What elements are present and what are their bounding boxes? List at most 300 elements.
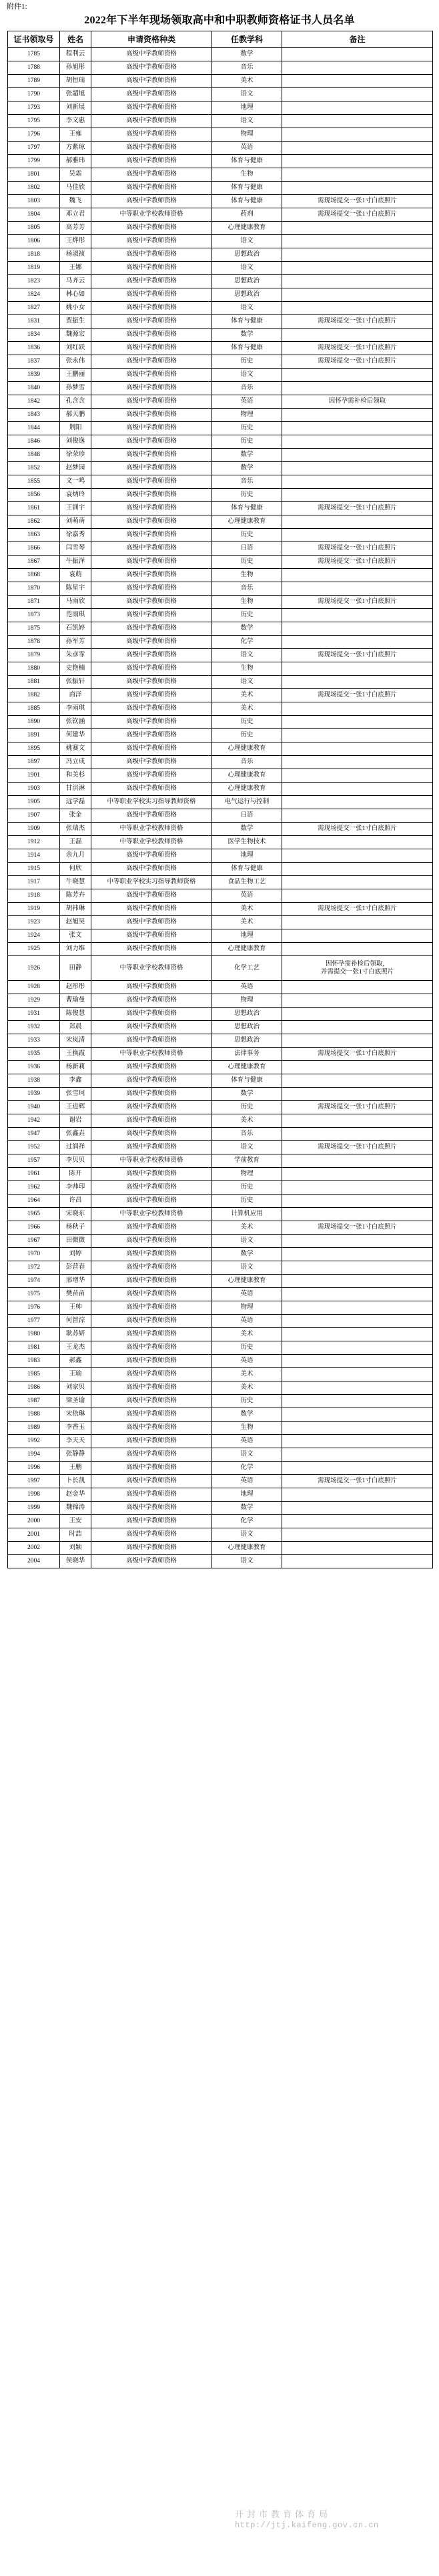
cell-name: 马雨欣 (60, 596, 91, 609)
cell-qualification: 高级中学教师资格 (91, 929, 212, 943)
cell-remark (282, 1328, 433, 1341)
cell-remark (282, 943, 433, 956)
cell-subject: 思想政治 (212, 248, 282, 262)
cell-subject: 体育与健康 (212, 315, 282, 329)
table-row (8, 48, 433, 61)
cell-certificate-no: 1803 (8, 195, 60, 208)
cell-name: 陈俊慧 (60, 1008, 91, 1021)
cell-remark (282, 1008, 433, 1021)
table-row (8, 556, 433, 569)
cell-subject: 美术 (212, 702, 282, 716)
cell-qualification: 高级中学教师资格 (91, 742, 212, 756)
cell-subject: 英语 (212, 395, 282, 409)
cell-certificate-no: 1890 (8, 716, 60, 729)
cell-subject: 化学工艺 (212, 956, 282, 981)
cell-subject: 思想政治 (212, 288, 282, 302)
cell-name: 谢岩 (60, 1114, 91, 1128)
cell-remark: 需现场提交一张1寸白底照片 (282, 689, 433, 702)
cell-certificate-no: 1975 (8, 1288, 60, 1301)
cell-name: 王雍 (60, 128, 91, 142)
table-row (8, 769, 433, 783)
table-row (8, 262, 433, 275)
cell-certificate-no: 1976 (8, 1301, 60, 1315)
cell-remark (282, 1448, 433, 1462)
cell-remark (282, 756, 433, 769)
cell-qualification: 高级中学教师资格 (91, 1168, 212, 1181)
table-row (8, 1328, 433, 1341)
cell-qualification: 高级中学教师资格 (91, 88, 212, 101)
cell-qualification: 高级中学教师资格 (91, 1355, 212, 1368)
table-row (8, 1048, 433, 1061)
cell-subject: 数学 (212, 1408, 282, 1422)
cell-subject: 体育与健康 (212, 502, 282, 515)
cell-subject: 物理 (212, 409, 282, 422)
cell-qualification: 高级中学教师资格 (91, 369, 212, 382)
remark-line: 并需提交一张1寸白底照片 (320, 969, 394, 976)
table-row (8, 689, 433, 702)
cell-remark (282, 409, 433, 422)
cell-certificate-no: 1928 (8, 981, 60, 994)
cell-remark (282, 288, 433, 302)
table-row (8, 155, 433, 168)
table-row (8, 168, 433, 182)
cell-name: 王帅 (60, 1301, 91, 1315)
cell-subject: 英语 (212, 889, 282, 903)
cell-name: 荆阳 (60, 422, 91, 435)
cell-certificate-no: 1961 (8, 1168, 60, 1181)
cell-subject: 语文 (212, 649, 282, 662)
cell-name: 闫雪琴 (60, 542, 91, 556)
cell-subject: 体育与健康 (212, 863, 282, 876)
cell-certificate-no: 1935 (8, 1048, 60, 1061)
cell-remark (282, 1208, 433, 1221)
cell-remark (282, 1368, 433, 1381)
table-row (8, 569, 433, 582)
cell-subject: 化学 (212, 636, 282, 649)
cell-qualification: 高级中学教师资格 (91, 1275, 212, 1288)
cell-remark: 需现场提交一张1寸白底照片 (282, 823, 433, 836)
cell-name: 刘萌萌 (60, 515, 91, 529)
cell-qualification: 高级中学教师资格 (91, 1328, 212, 1341)
cell-subject: 数学 (212, 462, 282, 475)
table-row (8, 1528, 433, 1542)
cell-remark: 需现场提交一张1寸白底照片 (282, 502, 433, 515)
cell-certificate-no: 1879 (8, 649, 60, 662)
cell-certificate-no: 1844 (8, 422, 60, 435)
cell-certificate-no: 1834 (8, 329, 60, 342)
table-row (8, 981, 433, 994)
cell-qualification: 高级中学教师资格 (91, 1128, 212, 1141)
cell-subject: 思想政治 (212, 1021, 282, 1034)
cell-qualification: 高级中学教师资格 (91, 168, 212, 182)
cell-name: 李天天 (60, 1435, 91, 1448)
cell-remark: 需现场提交一张1寸白底照片 (282, 355, 433, 369)
cell-subject: 语文 (212, 262, 282, 275)
cell-certificate-no: 1806 (8, 235, 60, 248)
cell-name: 高芳芳 (60, 222, 91, 235)
cell-subject: 物理 (212, 1168, 282, 1181)
cell-remark (282, 742, 433, 756)
table-row (8, 649, 433, 662)
cell-name: 王进辉 (60, 1101, 91, 1114)
cell-certificate-no: 1867 (8, 556, 60, 569)
cell-name: 陈芳卉 (60, 889, 91, 903)
cell-subject: 体育与健康 (212, 182, 282, 195)
cell-subject: 心理健康教育 (212, 742, 282, 756)
table-row (8, 1235, 433, 1248)
cell-name: 林心如 (60, 288, 91, 302)
cell-subject: 日语 (212, 809, 282, 823)
cell-qualification: 高级中学教师资格 (91, 101, 212, 115)
cell-remark: 需现场提交一张1寸白底照片 (282, 1221, 433, 1235)
cell-subject: 药剂 (212, 208, 282, 222)
cell-subject: 数学 (212, 329, 282, 342)
table-row (8, 1221, 433, 1235)
cell-qualification: 高级中学教师资格 (91, 262, 212, 275)
cell-qualification: 高级中学教师资格 (91, 542, 212, 556)
table-row (8, 1381, 433, 1395)
cell-subject: 历史 (212, 1395, 282, 1408)
cell-subject: 英语 (212, 1475, 282, 1488)
cell-name: 王安 (60, 1515, 91, 1528)
table-row (8, 1114, 433, 1128)
table-row (8, 75, 433, 88)
table-row (8, 943, 433, 956)
cell-name: 朱彦霏 (60, 649, 91, 662)
cell-remark: 需现场提交一张1寸白底照片 (282, 649, 433, 662)
cell-subject: 法律事务 (212, 1048, 282, 1061)
cell-name: 何建华 (60, 729, 91, 742)
cell-subject: 美术 (212, 1381, 282, 1395)
table-row (8, 1502, 433, 1515)
cell-subject: 英语 (212, 1288, 282, 1301)
cell-name: 远学磊 (60, 796, 91, 809)
cell-name: 杨新莉 (60, 1061, 91, 1074)
cell-remark (282, 489, 433, 502)
cell-qualification: 高级中学教师资格 (91, 1008, 212, 1021)
cell-remark (282, 128, 433, 142)
cell-certificate-no: 1977 (8, 1315, 60, 1328)
cell-qualification: 高级中学教师资格 (91, 729, 212, 742)
cell-subject: 数学 (212, 823, 282, 836)
cell-certificate-no: 1967 (8, 1235, 60, 1248)
cell-certificate-no: 1796 (8, 128, 60, 142)
cell-certificate-no: 1947 (8, 1128, 60, 1141)
cell-name: 田微微 (60, 1235, 91, 1248)
table-row (8, 542, 433, 556)
table-row (8, 1341, 433, 1355)
cell-name: 马佳欣 (60, 182, 91, 195)
cell-remark (282, 1555, 433, 1568)
cell-remark (282, 1408, 433, 1422)
table-row (8, 1555, 433, 1568)
cell-certificate-no: 1882 (8, 689, 60, 702)
cell-qualification: 高级中学教师资格 (91, 1395, 212, 1408)
cell-name: 和美杉 (60, 769, 91, 783)
cell-certificate-no: 1797 (8, 142, 60, 155)
cell-name: 杨秋子 (60, 1221, 91, 1235)
cell-name: 邓立君 (60, 208, 91, 222)
cell-name: 宋晓东 (60, 1208, 91, 1221)
cell-remark (282, 422, 433, 435)
cell-name: 田静 (60, 956, 91, 981)
cell-qualification: 高级中学教师资格 (91, 1101, 212, 1114)
cell-name: 袁萌 (60, 569, 91, 582)
cell-certificate-no: 1866 (8, 542, 60, 556)
cell-remark (282, 1074, 433, 1088)
cell-qualification: 高级中学教师资格 (91, 582, 212, 596)
cell-subject: 数学 (212, 622, 282, 636)
column-header-qualification: 申请资格种类 (91, 31, 212, 48)
cell-qualification: 高级中学教师资格 (91, 981, 212, 994)
cell-qualification: 高级中学教师资格 (91, 155, 212, 168)
cell-subject: 地理 (212, 101, 282, 115)
cell-subject: 历史 (212, 716, 282, 729)
cell-qualification: 高级中学教师资格 (91, 475, 212, 489)
cell-certificate-no: 1855 (8, 475, 60, 489)
cell-remark (282, 836, 433, 849)
cell-certificate-no: 1839 (8, 369, 60, 382)
cell-remark: 因怀孕需补检后领取 (282, 395, 433, 409)
table-row (8, 956, 433, 981)
cell-name: 孔含含 (60, 395, 91, 409)
cell-subject: 历史 (212, 1101, 282, 1114)
cell-remark (282, 729, 433, 742)
table-row (8, 222, 433, 235)
table-row (8, 449, 433, 462)
cell-certificate-no: 1966 (8, 1221, 60, 1235)
cell-certificate-no: 1862 (8, 515, 60, 529)
cell-certificate-no: 1996 (8, 1462, 60, 1475)
cell-name: 王磊 (60, 836, 91, 849)
cell-certificate-no: 1785 (8, 48, 60, 61)
cell-subject: 数学 (212, 1088, 282, 1101)
table-row (8, 1475, 433, 1488)
cell-name: 梁圣谕 (60, 1395, 91, 1408)
cell-name: 许昌 (60, 1195, 91, 1208)
cell-name: 过润祥 (60, 1141, 91, 1154)
cell-subject: 语文 (212, 1261, 282, 1275)
cell-name: 王鹏丽 (60, 369, 91, 382)
cell-subject: 日语 (212, 542, 282, 556)
cell-certificate-no: 2004 (8, 1555, 60, 1568)
cell-subject: 心理健康教育 (212, 783, 282, 796)
cell-remark (282, 1088, 433, 1101)
cell-certificate-no: 1881 (8, 676, 60, 689)
table-row (8, 876, 433, 889)
cell-remark (282, 929, 433, 943)
cell-qualification: 高级中学教师资格 (91, 1181, 212, 1195)
cell-qualification: 高级中学教师资格 (91, 1462, 212, 1475)
cell-name: 王龙杰 (60, 1341, 91, 1355)
cell-subject: 体育与健康 (212, 155, 282, 168)
cell-name: 徐荣珍 (60, 449, 91, 462)
cell-remark (282, 75, 433, 88)
cell-remark (282, 101, 433, 115)
watermark-url: http://jtj.kaifeng.gov.cn.cn (235, 2521, 379, 2530)
table-row (8, 1462, 433, 1475)
cell-qualification: 高级中学教师资格 (91, 449, 212, 462)
cell-remark (282, 435, 433, 449)
table-row (8, 1355, 433, 1368)
table-row (8, 929, 433, 943)
cell-certificate-no: 1818 (8, 248, 60, 262)
table-row (8, 235, 433, 248)
table-row (8, 1448, 433, 1462)
cell-name: 赵梦园 (60, 462, 91, 475)
cell-qualification: 高级中学教师资格 (91, 329, 212, 342)
table-row (8, 1315, 433, 1328)
cell-remark (282, 1301, 433, 1315)
cell-name: 刘颖 (60, 1542, 91, 1555)
cell-subject: 生物 (212, 596, 282, 609)
cell-certificate-no: 2001 (8, 1528, 60, 1542)
cell-subject: 美术 (212, 1368, 282, 1381)
cell-certificate-no: 1925 (8, 943, 60, 956)
table-row (8, 208, 433, 222)
cell-name: 程利云 (60, 48, 91, 61)
cell-subject: 生物 (212, 662, 282, 676)
page-title: 2022年下半年现场领取高中和中职教师资格证书人员名单 (84, 15, 355, 26)
cell-qualification: 高级中学教师资格 (91, 863, 212, 876)
cell-subject: 地理 (212, 929, 282, 943)
cell-subject: 美术 (212, 916, 282, 929)
cell-name: 卜长凯 (60, 1475, 91, 1488)
cell-remark (282, 994, 433, 1008)
cell-certificate-no: 1901 (8, 769, 60, 783)
cell-qualification: 高级中学教师资格 (91, 275, 212, 288)
cell-remark: 需现场提交一张1寸白底照片 (282, 208, 433, 222)
cell-name: 耿苏妍 (60, 1328, 91, 1341)
cell-subject: 语文 (212, 1528, 282, 1542)
cell-name: 刘婷 (60, 1248, 91, 1261)
cell-name: 赵旭昊 (60, 916, 91, 929)
cell-subject: 数学 (212, 1248, 282, 1261)
cell-certificate-no: 1999 (8, 1502, 60, 1515)
cell-remark (282, 382, 433, 395)
cell-qualification: 高级中学教师资格 (91, 1034, 212, 1048)
column-header-name: 姓名 (60, 31, 91, 48)
cell-subject: 计算机应用 (212, 1208, 282, 1221)
table-row (8, 529, 433, 542)
cell-qualification: 高级中学教师资格 (91, 569, 212, 582)
cell-certificate-no: 1789 (8, 75, 60, 88)
cell-subject: 英语 (212, 1355, 282, 1368)
cell-certificate-no: 1994 (8, 1448, 60, 1462)
cell-certificate-no: 1823 (8, 275, 60, 288)
cell-subject: 心理健康教育 (212, 515, 282, 529)
cell-remark (282, 329, 433, 342)
cell-remark (282, 1034, 433, 1048)
cell-qualification: 高级中学教师资格 (91, 596, 212, 609)
cell-name: 牛振泽 (60, 556, 91, 569)
cell-qualification: 高级中学教师资格 (91, 1301, 212, 1315)
cell-remark (282, 302, 433, 315)
column-header-subject: 任教学科 (212, 31, 282, 48)
cell-qualification: 高级中学教师资格 (91, 195, 212, 208)
cell-qualification: 高级中学教师资格 (91, 1288, 212, 1301)
cell-subject: 语文 (212, 1235, 282, 1248)
cell-certificate-no: 1871 (8, 596, 60, 609)
cell-remark (282, 1515, 433, 1528)
cell-qualification: 高级中学教师资格 (91, 115, 212, 128)
cell-remark (282, 1422, 433, 1435)
cell-subject: 心理健康教育 (212, 1061, 282, 1074)
cell-certificate-no: 1903 (8, 783, 60, 796)
cell-certificate-no: 1989 (8, 1422, 60, 1435)
cell-name: 邢增华 (60, 1275, 91, 1288)
cell-name: 张静静 (60, 1448, 91, 1462)
cell-name: 陈开 (60, 1168, 91, 1181)
table-row (8, 1101, 433, 1114)
cell-certificate-no: 1873 (8, 609, 60, 622)
cell-certificate-no: 1914 (8, 849, 60, 863)
table-row (8, 1154, 433, 1168)
table-row (8, 1088, 433, 1101)
cell-certificate-no: 1836 (8, 342, 60, 355)
cell-subject: 心理健康教育 (212, 1542, 282, 1555)
cell-certificate-no: 1957 (8, 1154, 60, 1168)
cell-certificate-no: 1912 (8, 836, 60, 849)
cell-remark (282, 369, 433, 382)
table-row (8, 115, 433, 128)
table-row (8, 903, 433, 916)
cell-certificate-no: 1926 (8, 956, 60, 981)
cell-qualification: 高级中学教师资格 (91, 676, 212, 689)
cell-remark (282, 462, 433, 475)
cell-name: 李鑫 (60, 1074, 91, 1088)
cell-subject: 历史 (212, 355, 282, 369)
cell-certificate-no: 1802 (8, 182, 60, 195)
cell-qualification: 高级中学教师资格 (91, 809, 212, 823)
cell-qualification: 高级中学教师资格 (91, 302, 212, 315)
cell-qualification: 高级中学教师资格 (91, 636, 212, 649)
cell-certificate-no: 1931 (8, 1008, 60, 1021)
cell-remark (282, 88, 433, 101)
cell-certificate-no: 1875 (8, 622, 60, 636)
cell-certificate-no: 1827 (8, 302, 60, 315)
cell-remark (282, 849, 433, 863)
cell-qualification: 高级中学教师资格 (91, 1114, 212, 1128)
roster-table-body (8, 48, 433, 1568)
cell-remark: 需现场提交一张1寸白底照片 (282, 542, 433, 556)
cell-certificate-no: 1917 (8, 876, 60, 889)
cell-remark (282, 1315, 433, 1328)
cell-subject: 生物 (212, 569, 282, 582)
table-row (8, 182, 433, 195)
cell-name: 何智淙 (60, 1315, 91, 1328)
cell-remark (282, 262, 433, 275)
cell-name: 时喆 (60, 1528, 91, 1542)
cell-remark (282, 569, 433, 582)
cell-remark (282, 1462, 433, 1475)
cell-subject: 数学 (212, 1502, 282, 1515)
cell-qualification: 中等职业学校教师资格 (91, 836, 212, 849)
cell-certificate-no: 1861 (8, 502, 60, 515)
cell-subject: 英语 (212, 142, 282, 155)
cell-qualification: 高级中学教师资格 (91, 489, 212, 502)
cell-remark (282, 1114, 433, 1128)
cell-remark (282, 662, 433, 676)
cell-name: 袁炳玲 (60, 489, 91, 502)
cell-certificate-no: 1819 (8, 262, 60, 275)
table-row (8, 1422, 433, 1435)
cell-name: 张文 (60, 929, 91, 943)
table-row (8, 783, 433, 796)
cell-qualification: 高级中学教师资格 (91, 1141, 212, 1154)
cell-remark: 需现场提交一张1寸白底照片 (282, 556, 433, 569)
table-row (8, 515, 433, 529)
